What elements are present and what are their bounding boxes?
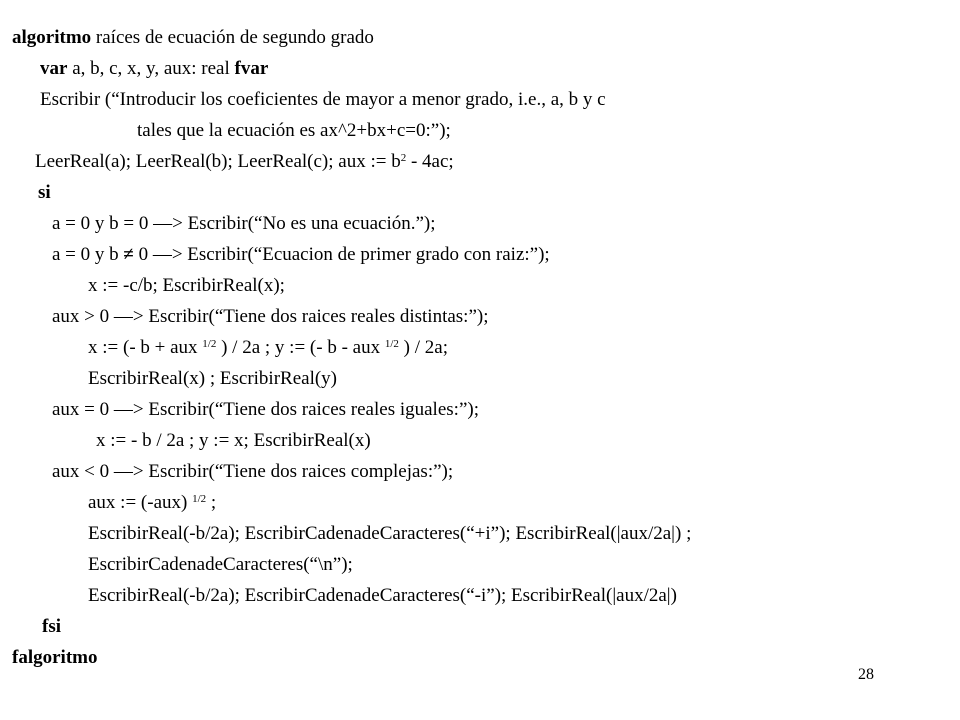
not-equal-symbol: ≠	[123, 244, 134, 265]
keyword-si: si	[38, 182, 51, 203]
code-line-complex-2: EscribirReal(-b/2a); EscribirCadenadeCaracteres(“-i”); EscribirReal(|aux/2a|)	[88, 585, 677, 606]
exponent: 1/2	[202, 338, 217, 350]
case-2-condition: a = 0 y b	[52, 244, 124, 265]
keyword-fvar: fvar	[234, 58, 269, 79]
code-line-prompt: Escribir (“Introducir los coeficientes de mayor a menor grado, i.e., a, b y c	[40, 89, 606, 110]
code-line-case-1: a = 0 y b = 0 —> Escribir(“No es una ecuación.”);	[52, 213, 436, 234]
code-line-case-3-roots	[88, 337, 448, 359]
code-line-case-5-sqrt	[88, 492, 216, 514]
root-1-expr: x := (- b + aux	[88, 337, 203, 358]
sqrt-expr: aux := (-aux)	[88, 492, 193, 513]
var-list: a, b, c, x, y, aux: real	[67, 58, 235, 79]
read-statements: LeerReal(a); LeerReal(b); LeerReal(c); aux := b	[35, 151, 401, 172]
discriminant-rest: - 4ac;	[406, 151, 454, 172]
exponent: 2	[400, 152, 407, 164]
var-declaration	[40, 58, 268, 80]
code-line-case-4-body: x := - b / 2a ; y := x; EscribirReal(x)	[96, 430, 371, 451]
keyword-falgoritmo: falgoritmo	[12, 647, 98, 668]
keyword-algoritmo: algoritmo	[12, 27, 92, 48]
code-line-case-3-output: EscribirReal(x) ; EscribirReal(y)	[88, 368, 338, 389]
code-line-case-3: aux > 0 —> Escribir(“Tiene dos raices reales distintas:”);	[52, 306, 489, 327]
code-line-case-5: aux < 0 —> Escribir(“Tiene dos raices complejas:”);	[52, 461, 454, 482]
sqrt-end: ;	[206, 492, 217, 513]
exponent: 1/2	[192, 493, 207, 505]
keyword-fsi: fsi	[42, 616, 61, 637]
code-line-newline: EscribirCadenadeCaracteres(“\n”);	[88, 554, 353, 575]
algorithm-title: raíces de ecuación de segundo grado	[91, 27, 374, 48]
code-line-prompt-cont: tales que la ecuación es ax^2+bx+c=0:”);	[137, 120, 451, 141]
case-2-action: 0 —> Escribir(“Ecuacion de primer grado con raiz:”);	[133, 244, 550, 265]
keyword-var: var	[40, 58, 68, 79]
page-number: 28	[858, 666, 874, 683]
exponent: 1/2	[384, 338, 399, 350]
code-line-case-4: aux = 0 —> Escribir(“Tiene dos raices reales iguales:”);	[52, 399, 479, 420]
root-2-end: ) / 2a;	[398, 337, 448, 358]
code-line-case-2	[52, 244, 550, 266]
code-line-read	[35, 151, 454, 173]
code-line-complex-1: EscribirReal(-b/2a); EscribirCadenadeCaracteres(“+i”); EscribirReal(|aux/2a|) ;	[88, 523, 692, 544]
algorithm-header	[12, 27, 374, 49]
root-2-expr: ) / 2a ; y := (- b - aux	[216, 337, 385, 358]
code-line-case-2-body: x := -c/b; EscribirReal(x);	[88, 275, 285, 296]
